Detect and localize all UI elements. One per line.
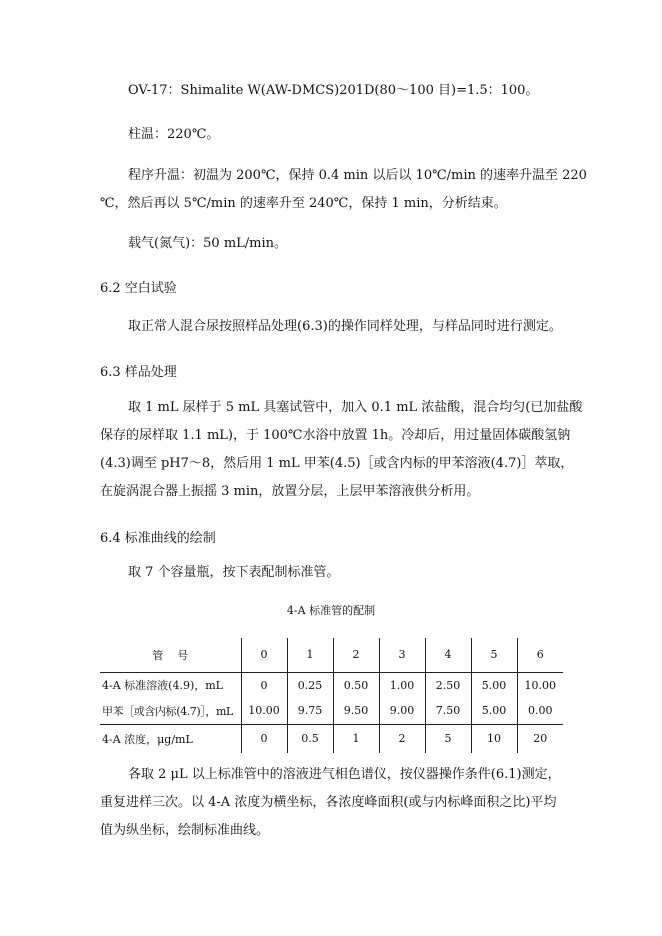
table-cell: 5.00 bbox=[471, 698, 517, 724]
standard-tube-table bbox=[100, 638, 563, 753]
table-cell: 20 bbox=[517, 724, 563, 753]
closing-line-2: 重复进样三次。以 4-A 浓度为横坐标，各浓度峰面积(或与内标峰面积之比)平均 bbox=[100, 795, 557, 810]
sample-line-3: (4.3)调至 pH7～8，然后用 1 mL 甲苯(4.5)［或含内标的甲苯溶液(4.7)］萃取， bbox=[100, 456, 574, 471]
closing-paragraph bbox=[100, 761, 562, 845]
table-cell: 0.25 bbox=[287, 672, 333, 698]
tube-number: 3 bbox=[379, 638, 425, 672]
blank-test-line: 取正常人混合尿按照样品处理(6.3)的操作同样处理，与样品同时进行测定。 bbox=[128, 319, 562, 334]
sample-line-4: 在旋涡混合器上振摇 3 min，放置分层，上层甲苯溶液供分析用。 bbox=[100, 484, 480, 499]
sample-processing-paragraph bbox=[100, 394, 583, 506]
table-cell: 10.00 bbox=[517, 672, 563, 698]
section-6-2-heading: 6.2 空白试验 bbox=[100, 281, 177, 296]
table-cell: 10 bbox=[471, 724, 517, 753]
closing-line-1: 各取 2 μL 以上标准管中的溶液进气相色谱仪，按仪器操作条件(6.1)测定， bbox=[128, 767, 561, 782]
program-temp-paragraph bbox=[100, 162, 587, 218]
row-label: 4-A 浓度，μg/mL bbox=[100, 724, 241, 753]
section-6-4-heading: 6.4 标准曲线的绘制 bbox=[100, 531, 216, 546]
table-caption: 4-A 标准管的配制 bbox=[286, 604, 376, 617]
table-cell: 9.00 bbox=[379, 698, 425, 724]
column-packing-line: OV-17：Shimalite W(AW-DMCS)201D(80～100 目)=1.5：100。 bbox=[128, 83, 539, 98]
table-cell: 1.00 bbox=[379, 672, 425, 698]
column-temp-text bbox=[100, 121, 590, 149]
program-temp-line-1: 程序升温：初温为 200℃，保持 0.4 min 以后以 10℃/min 的速率升温至 220 bbox=[128, 168, 587, 183]
table-cell: 10.00 bbox=[241, 698, 287, 724]
sample-line-1: 取 1 mL 尿样于 5 mL 具塞试管中，加入 0.1 mL 浓盐酸，混合均匀(已加盐酸 bbox=[128, 400, 583, 415]
table-row bbox=[100, 724, 563, 753]
table-row bbox=[100, 672, 563, 698]
header-label: 管 号 bbox=[100, 638, 241, 672]
table-cell: 5 bbox=[425, 724, 471, 753]
table-row bbox=[100, 698, 563, 724]
table-cell: 0 bbox=[241, 672, 287, 698]
table-cell: 0 bbox=[241, 724, 287, 753]
table-cell: 5.00 bbox=[471, 672, 517, 698]
row-label: 甲苯［或含内标(4.7)］，mL bbox=[102, 704, 233, 718]
table-header-row bbox=[100, 638, 563, 672]
table-cell: 2.50 bbox=[425, 672, 471, 698]
table-cell: 1 bbox=[333, 724, 379, 753]
standard-curve-intro bbox=[100, 559, 590, 587]
sample-line-2: 保存的尿样取 1.1 mL)，于 100℃水浴中放置 1h。冷却后，用过量固体碳酸氢钠 bbox=[100, 428, 571, 443]
row-label: 4-A 标准溶液(4.9)，mL bbox=[102, 679, 223, 693]
column-packing-text bbox=[100, 77, 590, 105]
column-temp-line: 柱温：220℃。 bbox=[128, 127, 220, 142]
carrier-gas-line: 载气(氮气)：50 mL/min。 bbox=[128, 236, 288, 251]
blank-test-paragraph bbox=[100, 313, 590, 341]
standard-curve-intro-line: 取 7 个容量瓶，按下表配制标准管。 bbox=[128, 565, 340, 580]
tube-number: 2 bbox=[333, 638, 379, 672]
table-cell: 0.00 bbox=[517, 698, 563, 724]
table-cell: 2 bbox=[379, 724, 425, 753]
tube-number: 0 bbox=[241, 638, 287, 672]
table-cell: 9.50 bbox=[333, 698, 379, 724]
tube-number: 1 bbox=[287, 638, 333, 672]
table-cell: 9.75 bbox=[287, 698, 333, 724]
program-temp-line-2: ℃，然后再以 5℃/min 的速率升至 240℃，保持 1 min，分析结束。 bbox=[100, 196, 507, 211]
tube-number: 6 bbox=[517, 638, 563, 672]
carrier-gas-text bbox=[100, 230, 590, 258]
table-cell: 7.50 bbox=[425, 698, 471, 724]
closing-line-3: 值为纵坐标，绘制标准曲线。 bbox=[100, 823, 270, 838]
section-6-3-heading: 6.3 样品处理 bbox=[100, 365, 177, 380]
tube-number: 4 bbox=[425, 638, 471, 672]
table-cell: 0.5 bbox=[287, 724, 333, 753]
tube-number: 5 bbox=[471, 638, 517, 672]
table-cell: 0.50 bbox=[333, 672, 379, 698]
